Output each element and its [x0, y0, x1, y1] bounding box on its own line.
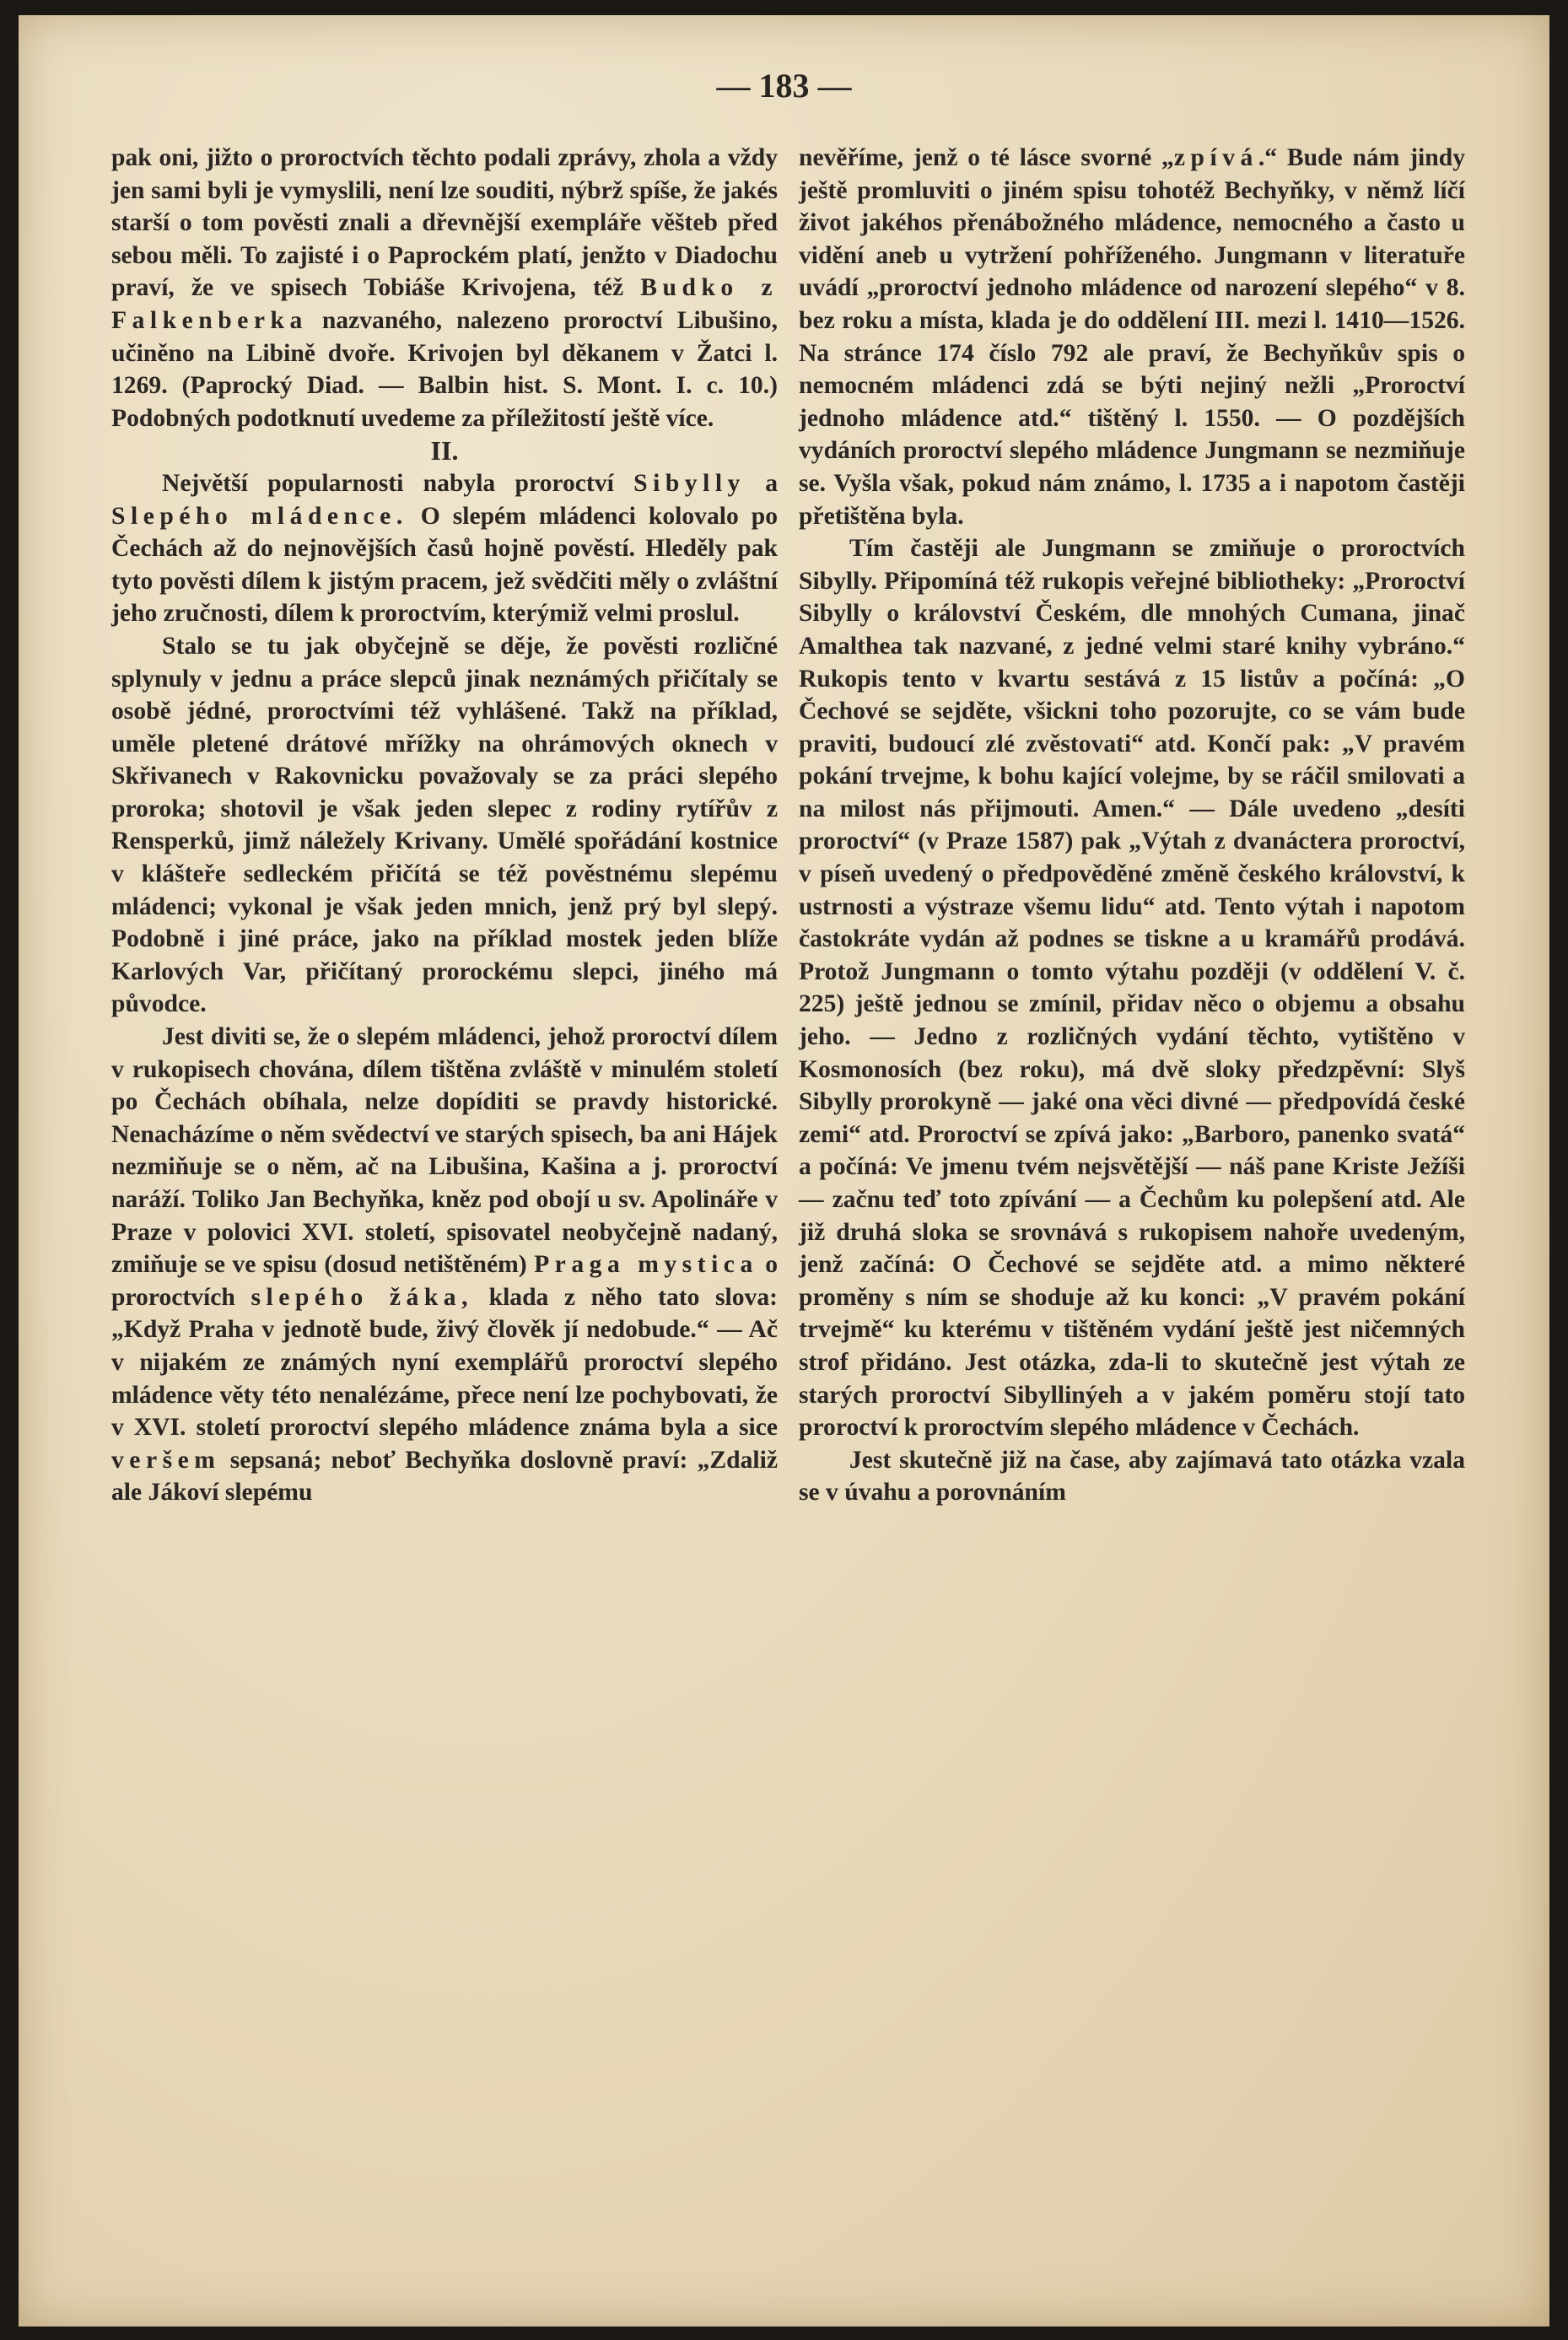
- paragraph: Jest skutečně již na čase, aby zajímavá tato otázka vzala se v úvahu a porovnáním: [799, 1446, 1465, 1507]
- section-heading: II.: [430, 435, 459, 466]
- spaced-text: zpívá: [1173, 144, 1258, 171]
- paragraph: Tím častěji ale Jungmann se zmiňuje o proroctvích Sibylly. Připomíná též rukopis veřejné bibliotheky: „Proroctví Sibylly o království Českém, dle mnohých Cumana, jinač Amalthea tak nazvané, z jedné velmi staré knihy vybráno.“ Rukopis tento v kvartu sestává z 15 listův a počíná: „O Čechové se sejděte, všickni toho pozorujte, co se vám bude praviti, budoucí zlé zvěstovati“ atd. Končí pak: „V pravém pokání trvejme, k bohu kající volejme, by se ráčil smilovati a na milost nás přijmouti. Amen.“ — Dále uvedeno „desíti proroctví“ (v Praze 1587) pak „Výtah z dvanáctera proroctví, v píseň uvedený o předpověděné změně českého království, k ustrnosti a výstraze všemu lidu“ atd. Tento výtah i napotom častokráte vydán až podnes se tiskne a u kramářů prodává. Protož Jungmann o tomto výtahu později (v oddělení V. č. 225) ještě jednou se zmínil, přidav něco o objemu a obsahu jeho. — Jedno z rozličných vydání těchto, vytištěno v Kosmonosích (bez roku), má dvě sloky předzpěvní: Slyš Sibylly prorokyně — jaké ona věci divné — předpovídá české zemi“ atd. Proroctví se zpívá jako: „Barboro, panenko svatá“ a počíná: Ve jmenu tvém nejsvětější — náš pane Kriste Ježíši — začnu teď toto zpívání — a Čechům ku polepšení atd. Ale již druhá sloka se srovnává s rukopisem nahoře uvedeným, jenž začíná: O Čechové se sejděte atd. a mimo některé proměny s ním se shoduje až ku konci: „V pravém pokání trvejmě“ ku kterému v tištěném vydání ještě jest ničemných strof přidáno. Jest otázka, zda-li to skutečně jest výtah ze starých proroctví Sibyllinýeh a v jakém poměru stojí tato proroctví k proroctvím slepého mládence v Čechách.: [799, 535, 1465, 1442]
- spaced-text: veršem: [111, 1446, 221, 1474]
- text-run: o proroctvích: [111, 1251, 778, 1311]
- scanned-page: [19, 15, 1549, 2327]
- left-column: [111, 142, 778, 1509]
- spaced-text: Sibylly: [633, 469, 746, 497]
- paragraph: Stalo se tu jak obyčejně se děje, že pověsti rozličné splynuly v jednu a práce slepců jinak neznámých přičítaly se osobě jédné, proroctvími též vyhlášené. Takž na příklad, uměle pletené drátové mřížky na ohrámových oknech v Skřivanech v Rakovnicku považovaly se za práci slepého proroka; shotovil je však jeden slepec z rodiny rytířův z Rensperků, jimž náležely Krivany. Umělé spořádání kostnice v klášteře sedleckém přičítá se též pověstnému slepému mládenci; vykonal je však jeden mnich, jenž prý byl slepý. Podobně i jiné práce, jako na příklad mostek jeden blíže Karlových Var, přičítaný prorockému slepci, jiného má původce.: [111, 632, 778, 1018]
- spaced-text: Praga mystica: [534, 1251, 758, 1279]
- page-number: — 183 —: [716, 67, 852, 105]
- text-run: nevěříme, jenž o té lásce svorné „: [799, 144, 1174, 171]
- text-run: nazvaného, nalezeno proroctví Libušino, učiněno na Libině dvoře. Krivojen byl děkanem v Žatci l. 1269. (Paprocký Diad. — Balbin hist. S. Mont. I. c. 10.) Podobných podotknutí uvedeme za příležitostí ještě více.: [111, 306, 778, 432]
- paragraph: [111, 467, 778, 630]
- spaced-text: slepého žáka,: [251, 1283, 474, 1311]
- text-run: a: [765, 469, 778, 497]
- text-run: klada z něho tato slova: „Když Praha v jednotě bude, živý člověk jí nedobude.“ — Ač v nijakém ze známých nyní exemplářů proroctví slepého mládence věty této nenalézáme, přece není lze pochybovati, že v XVI. století proroctví slepého mládence známa byla a sice: [111, 1283, 778, 1442]
- paragraph: [799, 142, 1465, 532]
- paragraph: [111, 142, 778, 434]
- spaced-text: Slepého mládence.: [111, 502, 408, 530]
- text-run: sepsaná; neboť Bechyňka doslovně praví: „Zdaliž ale Jákoví slepému: [111, 1446, 778, 1507]
- text-run: O slepém mládenci kolovalo po Čechách až do nejnovějších časů hojně pověstí. Hleděly pak tyto pověsti dílem k jistým pracem, jež svědčiti měly o zvláštní jeho zručnosti, dílem k proroctvím, kterýmiž velmi proslul.: [111, 502, 778, 628]
- text-run: .“ Bude nám jindy ještě promluviti o jiném spisu tohotéž Bechyňky, v němž líčí život jakéhos přenábožného mládence, nemocného a často u vidění aneb u vytržení pohříženého. Jungmann v literatuře uvádí „proroctví jednoho mládence od narození slepého“ v 8. bez roku a místa, klada je do oddělení III. mezi l. 1410—1526. Na stránce 174 číslo 792 ale praví, že Bechyňkův spis o nemocném mládenci zdá se býti nejiný nežli „Proroctví jednoho mládence atd.“ tištěný l. 1550. — O pozdějších vydáních proroctví slepého mládence Jungmann se nezmiňuje se. Vyšla však, pokud nám známo, l. 1735 a i napotom častěji přetištěna byla.: [799, 144, 1465, 530]
- paragraph: [111, 1021, 778, 1509]
- text-run: pak oni, jižto o proroctvích těchto podali zprávy, zhola a vždy jen sami byli je vymyslili, není lze souditi, nýbrž spíše, že jakés starší o tom pověsti znali a dřevnější exempláře věšteb před sebou měli. To zajisté i o Paprockém platí, jenžto v Diadochu praví, že ve spisech Tobiáše Krivojena, též: [111, 144, 778, 302]
- text-run: Jest diviti se, že o slepém mládenci, jehož proroctví dílem v rukopisech chována, dílem tištěna zvláště v minulém století po Čechách obíhala, nelze dopíditi se pravdy historické. Nenacházíme o něm svědectví ve starých spisech, ba ani Hájek nezmiňuje se o něm, ač na Libušina, Kašina a j. proroctví naráží. Toliko Jan Bechyňka, kněz pod obojí u sv. Apolináře v Praze v polovici XVI. století, spisovatel neobyčejně nadaný, zmiňuje se ve spisu (dosud netištěném): [111, 1023, 778, 1279]
- spaced-text: Budko z Falkenberka: [111, 274, 778, 334]
- right-column: [799, 142, 1465, 1509]
- text-run: Největší popularnosti nabyla proroctví: [162, 469, 614, 497]
